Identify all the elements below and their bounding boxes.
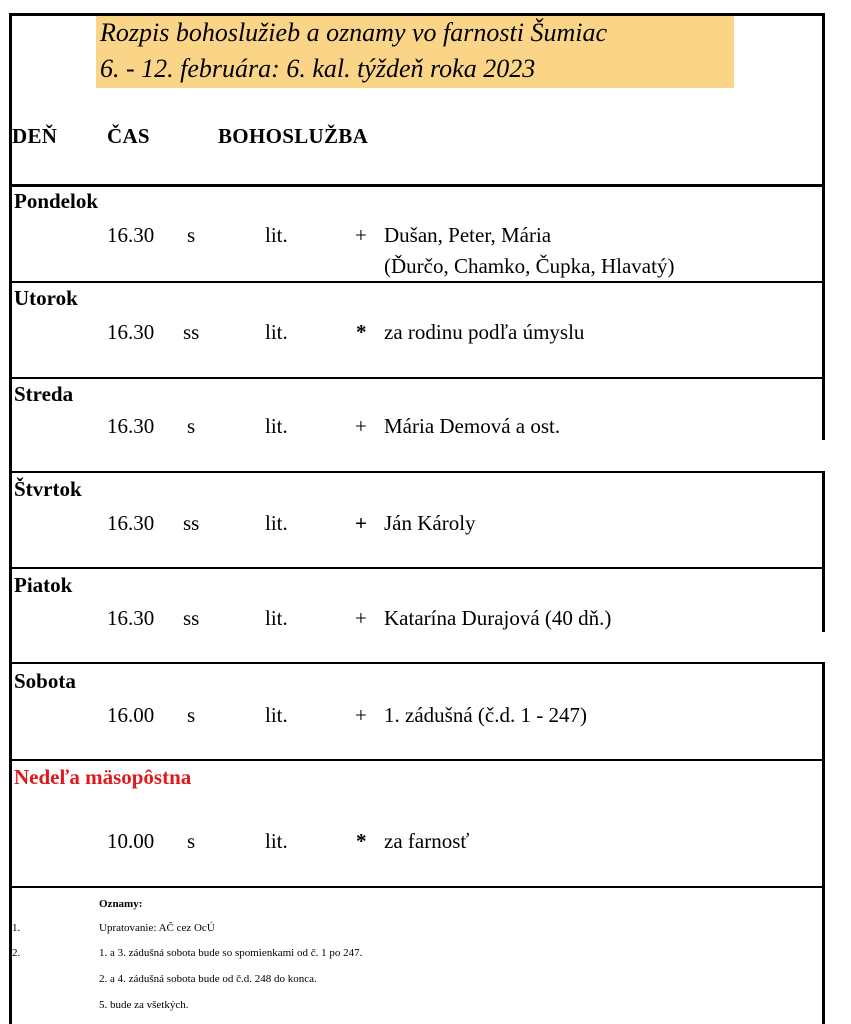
- liturgy-label: lit.: [265, 606, 288, 630]
- intention-symbol: +: [355, 703, 367, 727]
- service-type: s: [187, 414, 196, 438]
- note-text: 2. a 4. zádušná sobota bude od č.d. 248 do konca.: [99, 973, 317, 985]
- column-header-day: DEŇ: [12, 124, 58, 148]
- service-time: 16.30: [107, 223, 155, 247]
- row-divider: [9, 662, 825, 664]
- intention-text-continued: (Ďurčo, Chamko, Čupka, Hlavatý): [384, 254, 675, 278]
- service-time: 16.30: [107, 320, 155, 344]
- notes-divider: [9, 886, 825, 888]
- liturgy-label: lit.: [265, 829, 288, 853]
- service-type: ss: [183, 511, 200, 535]
- note-text: Upratovanie: AČ cez OcÚ: [99, 922, 215, 934]
- service-time: 16.00: [107, 703, 155, 727]
- row-divider: [9, 759, 825, 761]
- note-number: 2.: [12, 947, 21, 959]
- intention-text: 1. zádušná (č.d. 1 - 247): [384, 703, 587, 727]
- day-name: Streda: [14, 382, 74, 406]
- intention-symbol: +: [355, 414, 367, 438]
- page-subtitle: 6. - 12. februára: 6. kal. týždeň roka 2023: [100, 54, 536, 83]
- frame-right-border: [822, 663, 825, 1024]
- service-time: 16.30: [107, 606, 155, 630]
- service-type: s: [187, 223, 196, 247]
- day-name: Utorok: [14, 286, 78, 310]
- intention-text: za farnosť: [384, 829, 470, 853]
- day-name: Sobota: [14, 669, 76, 693]
- day-name-sunday: Nedeľa mäsopôstna: [14, 765, 192, 789]
- day-name: Štvrtok: [14, 477, 82, 501]
- service-type: s: [187, 829, 196, 853]
- frame-right-border: [822, 13, 825, 185]
- row-divider: [9, 281, 825, 283]
- intention-text: Katarína Durajová (40 dň.): [384, 606, 612, 630]
- intention-symbol: +: [355, 606, 367, 630]
- frame-left-border: [9, 14, 12, 1024]
- service-type: ss: [183, 606, 200, 630]
- intention-text: za rodinu podľa úmyslu: [384, 320, 585, 344]
- notes-title: Oznamy:: [99, 898, 143, 910]
- liturgy-label: lit.: [265, 223, 288, 247]
- service-time: 16.30: [107, 414, 155, 438]
- frame-right-border: [822, 185, 825, 440]
- page-title: Rozpis bohoslužieb a oznamy vo farnosti Šumiac: [100, 18, 607, 47]
- liturgy-label: lit.: [265, 320, 288, 344]
- intention-symbol: *: [356, 320, 367, 344]
- row-divider: [9, 567, 825, 569]
- intention-symbol: *: [356, 829, 367, 853]
- intention-symbol: +: [355, 223, 367, 247]
- frame-right-border: [822, 472, 825, 632]
- liturgy-label: lit.: [265, 511, 288, 535]
- day-name: Piatok: [14, 573, 73, 597]
- service-type: s: [187, 703, 196, 727]
- service-type: ss: [183, 320, 200, 344]
- intention-text: Dušan, Peter, Mária: [384, 223, 552, 247]
- liturgy-label: lit.: [265, 414, 288, 438]
- note-text: 5. bude za všetkých.: [99, 999, 189, 1011]
- note-number: 1.: [12, 922, 21, 934]
- note-text: 1. a 3. zádušná sobota bude so spomienkami od č. 1 po 247.: [99, 947, 363, 959]
- intention-symbol: +: [355, 511, 367, 535]
- intention-text: Ján Károly: [384, 511, 476, 535]
- row-divider: [9, 377, 825, 379]
- service-time: 16.30: [107, 511, 155, 535]
- column-header-time: ČAS: [107, 124, 150, 148]
- row-divider: [9, 471, 825, 473]
- intention-text: Mária Demová a ost.: [384, 414, 561, 438]
- liturgy-label: lit.: [265, 703, 288, 727]
- day-name: Pondelok: [14, 189, 99, 213]
- header-divider: [9, 184, 825, 187]
- column-header-service: BOHOSLUŽBA: [218, 124, 369, 148]
- service-time: 10.00: [107, 829, 155, 853]
